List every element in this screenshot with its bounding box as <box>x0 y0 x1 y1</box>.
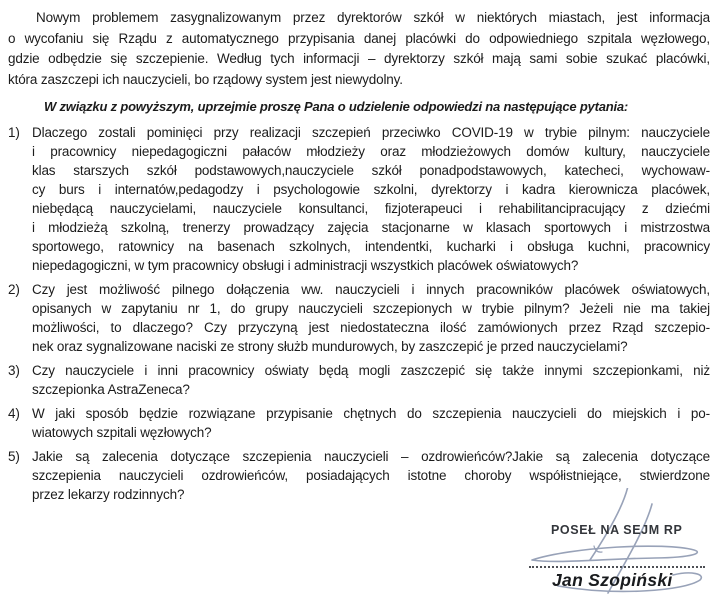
questions-list <box>8 123 710 504</box>
question-number: 4) <box>8 406 20 421</box>
question-text: Czy nauczyciele i inni pracownicy oświaty będą mogli zaszczepić się także innymi szczepionkami, niż szczepionka AstraZeneca? <box>32 363 710 397</box>
question-item <box>8 361 710 399</box>
question-text: Czy jest możliwość pilnego dołączenia ww. nauczycieli i innych pracowników placówek oświatowych, opisanych w zapytaniu nr 1, do grupy nauczycieli szczepionych w trybie pilnym? Jeżeli nie ma takiej możliwości, to dlaczego? Czy przyczyną jest niedostateczna ilość zamówionych przez Rząd szczepio- nek oraz sygnalizowane naciski ze strony służb mundurowych, by zaszczepić je przed nauczycielami? <box>32 282 710 354</box>
question-item <box>8 280 710 356</box>
question-number: 3) <box>8 363 20 378</box>
signatory-name: Jan Szopiński <box>552 570 673 590</box>
signature-block <box>524 488 712 594</box>
question-number: 5) <box>8 449 20 464</box>
signature-title: POSEŁ NA SEJM RP <box>551 523 683 537</box>
question-text: Dlaczego zostali pominięci przy realizacji szczepień przeciwko COVID-19 w trybie pilnym: nauczyciele i pracownicy niepedagogiczni pałaców młodzieży oraz młodzieżowych domów kultury, nauczyciele klas starszych szkół podstawowych,nauczyciele szkół ponadpodstawowych, katecheci, wychowaw- cy burs i internatów,pedagodzy i psychologowie szkolni, dyrektorzy i kadra kierownicza placówek, niebędącą nauczycielami, nauczyciele konsultanci, fizjoterapeuci i rehabilitancipracujący z dziećmi i młodzieżą szkolną, trenerzy prowadzący zajęcia stacjonarne w klasach sportowych i mistrzostwa sportowego, ratownicy na basenach szkolnych, intendentki, kucharki i obsługa kuchni, pracownicy niepedagogiczni, w tym pracownicy obsługi i administracji wszystkich placówek oświatowych? <box>32 125 710 273</box>
question-number: 2) <box>8 282 20 297</box>
question-text: Jakie są zalecenia dotyczące szczepienia nauczycieli – ozdrowieńców?Jakie są zalecenia dotyczące szczepienia nauczycieli ozdrowieńców, posiadających istotne choroby współistniejące, stwierdzone przez lekarzy rodzinnych? <box>32 449 710 502</box>
request-line: W związku z powyższym, uprzejmie proszę Pana o udzielenie odpowiedzi na następujące pytania: <box>44 99 629 114</box>
question-item <box>8 123 710 275</box>
intro-paragraph: Nowym problemem zasygnalizowanym przez dyrektorów szkół w niektórych miastach, jest informacja o wycofaniu się Rządu z automatycznego przypisania danej placówki do odpowiedniego szpitala węzłowego, gdzie odbędzie się szczepienie. Według tych informacji – dyrektorzy szkół mają sami sobie szukać placówki, która zaszczepi ich nauczycieli, bo rządowy system jest niewydolny. <box>8 10 710 87</box>
signature-dotted-line <box>529 566 705 568</box>
question-item <box>8 404 710 442</box>
question-text: W jaki sposób będzie rozwiązane przypisanie chętnych do szczepienia nauczycieli do miejskich i po- wiatowych szpitali węzłowych? <box>32 406 710 440</box>
question-number: 1) <box>8 125 20 140</box>
